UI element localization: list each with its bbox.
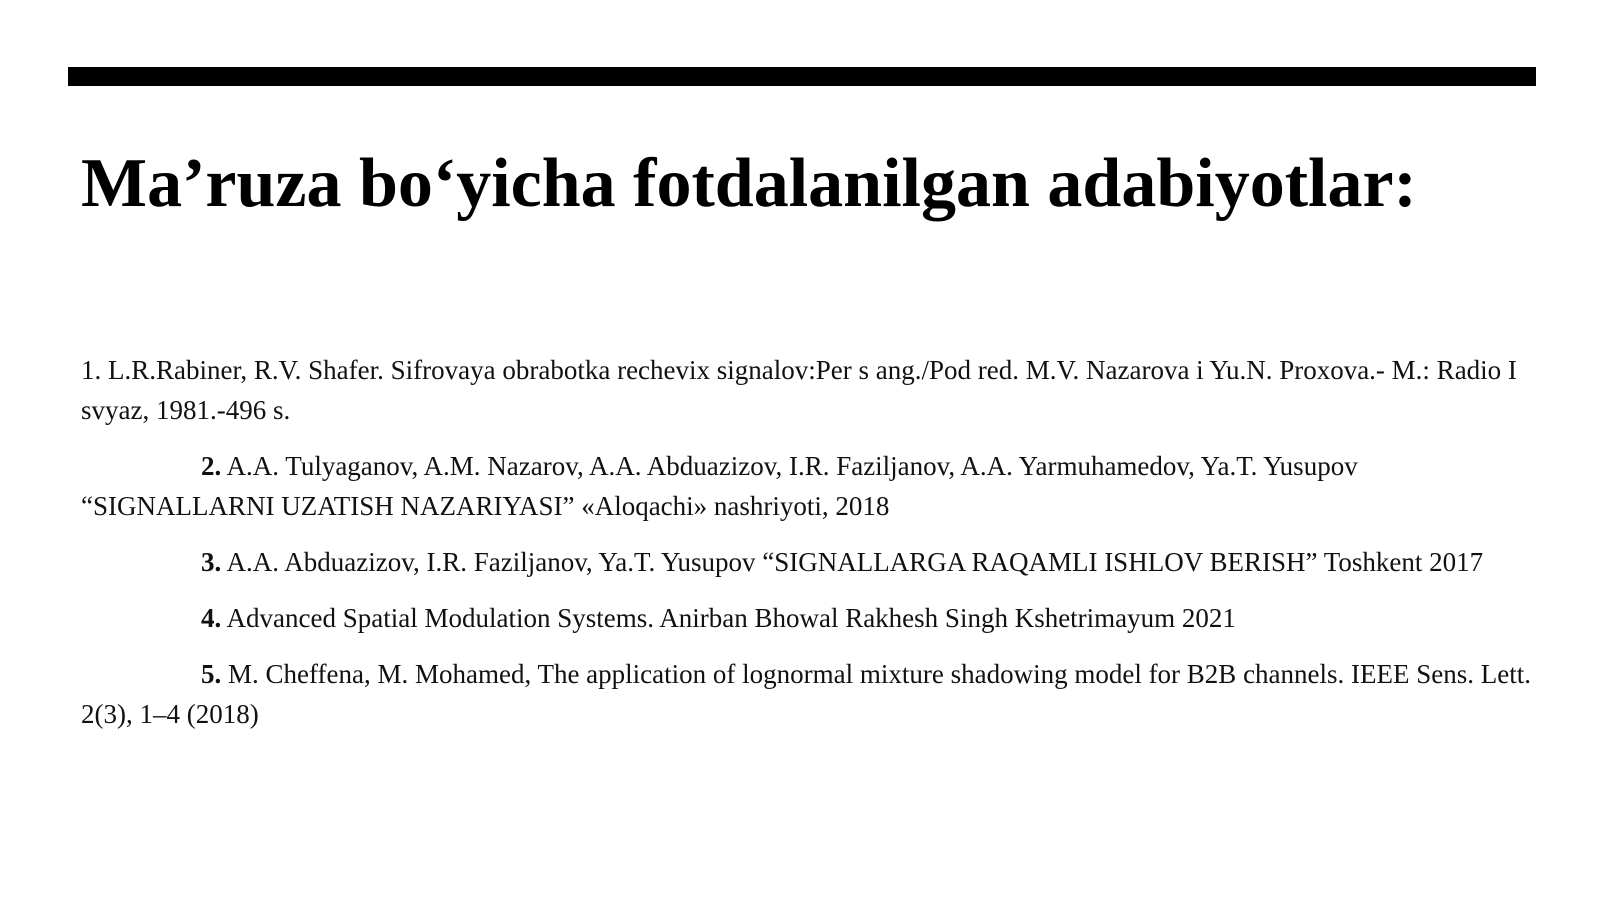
reference-text: 1. L.R.Rabiner, R.V. Shafer. Sifrovaya obrabotka rechevix signalov:Per s ang./Pod red. M.V. Nazarova i Yu.N. Proxova.- M.: Radio I svyaz, 1981.-496 s. [81, 355, 1517, 425]
reference-item-1 [81, 350, 1541, 430]
reference-number: 4. [201, 603, 222, 633]
reference-text: A.A. Tulyaganov, A.M. Nazarov, A.A. Abduazizov, I.R. Faziljanov, A.A. Yarmuhamedov, Ya.T. Yusupov “SIGNALLARNI UZATISH NAZARIYASI” «Aloqachi» nashriyoti, 2018 [81, 451, 1358, 521]
slide-title: Ma’ruza bo‘yicha fotdalanilgan adabiyotlar: [81, 145, 1417, 222]
reference-number: 5. [201, 659, 222, 689]
reference-number: 2. [201, 451, 222, 481]
reference-item-3 [81, 542, 1541, 582]
reference-text: M. Cheffena, M. Mohamed, The application of lognormal mixture shadowing model for B2B channels. IEEE Sens. Lett. 2(3), 1–4 (2018) [81, 659, 1531, 729]
reference-item-4 [81, 598, 1541, 638]
reference-text: Advanced Spatial Modulation Systems. Anirban Bhowal Rakhesh Singh Kshetrimayum 2021 [221, 603, 1236, 633]
reference-text: A.A. Abduazizov, I.R. Faziljanov, Ya.T. Yusupov “SIGNALLARGA RAQAMLI ISHLOV BERISH” Toshkent 2017 [221, 547, 1484, 577]
reference-item-2 [81, 446, 1541, 526]
reference-list [81, 350, 1541, 750]
reference-item-5 [81, 654, 1541, 734]
reference-number: 3. [201, 547, 222, 577]
title-top-rule [68, 67, 1536, 86]
